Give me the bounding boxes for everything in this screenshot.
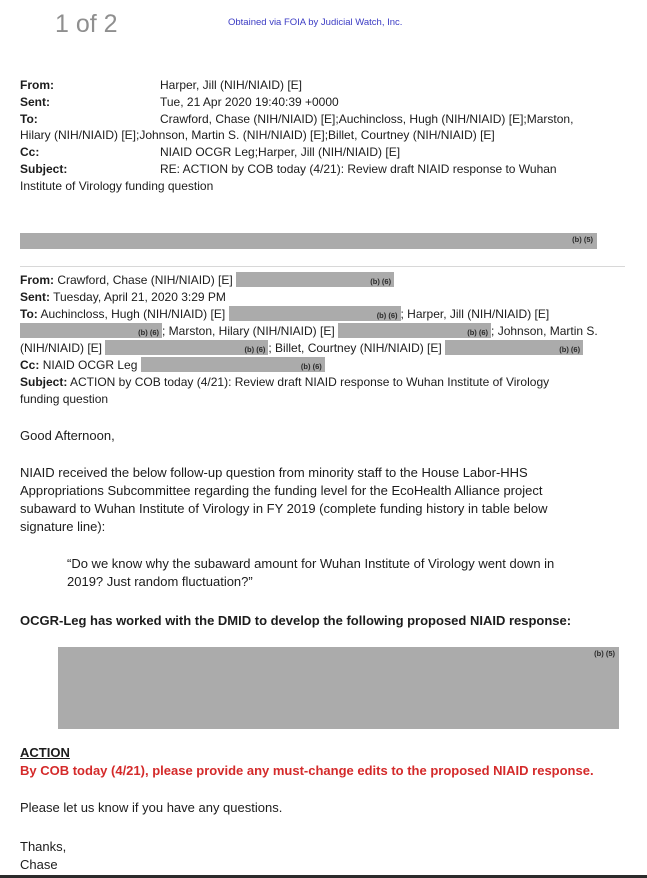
subject-label: Subject: <box>20 162 68 176</box>
redaction-code: (b) (6) <box>467 328 489 337</box>
redaction-code: (b) (5) <box>594 649 615 658</box>
paragraph-line: subaward to Wuhan Institute of Virology in FY 2019 (complete funding history in table below <box>20 501 548 516</box>
redaction-block <box>229 306 401 321</box>
to-label: To: <box>20 307 38 321</box>
to-value-c: ; Marston, Hilary (NIH/NIAID) [E] <box>162 324 335 338</box>
signature: Chase <box>20 857 58 872</box>
to-line-2b <box>20 323 598 340</box>
cc-label: Cc: <box>20 358 40 372</box>
redaction-code: (b) (5) <box>572 235 593 244</box>
sent-label: Sent: <box>20 290 50 304</box>
sent-label: Sent: <box>20 95 50 109</box>
redaction-code: (b) (6) <box>300 362 322 371</box>
paragraph-line: NIAID received the below follow-up question from minority staff to the House Labor-HHS <box>20 465 528 480</box>
questions-line: Please let us know if you have any questions. <box>20 800 283 815</box>
redaction-block <box>20 323 162 338</box>
to-line-2c <box>20 340 583 357</box>
to-value-line2: Hilary (NIH/NIAID) [E];Johnson, Martin S. (NIH/NIAID) [E];Billet, Courtney (NIH/NIAID) [E] <box>20 128 495 142</box>
to-value-f: ; Billet, Courtney (NIH/NIAID) [E] <box>268 341 442 355</box>
to-value-d: ; Johnson, Martin S. <box>491 324 598 338</box>
subject-label: Subject: <box>20 375 68 389</box>
page-indicator: 1 of 2 <box>55 10 118 38</box>
quote-line: “Do we know why the subaward amount for Wuhan Institute of Virology went down in <box>67 556 555 571</box>
subject-value-line2: funding question <box>20 392 109 406</box>
action-text: By COB today (4/21), please provide any must-change edits to the proposed NIAID response. <box>20 763 594 778</box>
sent-value: Tue, 21 Apr 2020 19:40:39 +0000 <box>160 95 339 109</box>
sent-value: Tuesday, April 21, 2020 3:29 PM <box>53 290 226 304</box>
to-value-line1: Crawford, Chase (NIH/NIAID) [E];Auchincloss, Hugh (NIH/NIAID) [E];Marston, <box>160 112 574 126</box>
redaction-block <box>141 357 325 372</box>
redaction-code: (b) (6) <box>376 311 398 320</box>
subject-line-2a <box>20 374 549 391</box>
cc-value: NIAID OCGR Leg <box>42 358 138 372</box>
cc-label: Cc: <box>20 145 40 159</box>
redaction-code: (b) (6) <box>370 277 392 286</box>
from-value: Harper, Jill (NIH/NIAID) [E] <box>160 78 303 92</box>
greeting: Good Afternoon, <box>20 428 115 443</box>
to-value-b: ; Harper, Jill (NIH/NIAID) [E] <box>400 307 550 321</box>
thanks-line: Thanks, <box>20 839 67 854</box>
subject-value-line1: ACTION by COB today (4/21): Review draft NIAID response to Wuhan Institute of Virology <box>70 375 550 389</box>
redaction-block <box>58 647 619 729</box>
from-line-2 <box>20 272 394 289</box>
redaction-block <box>236 272 394 287</box>
sent-line-2 <box>20 289 226 306</box>
redaction-block <box>105 340 268 355</box>
to-value-a: Auchincloss, Hugh (NIH/NIAID) [E] <box>40 307 226 321</box>
separator-line <box>20 266 625 267</box>
cc-value: NIAID OCGR Leg;Harper, Jill (NIH/NIAID) [E] <box>160 145 401 159</box>
redaction-block <box>338 323 491 338</box>
from-label: From: <box>20 78 54 92</box>
to-value-e: (NIH/NIAID) [E] <box>20 341 103 355</box>
cc-line-2 <box>20 357 325 374</box>
paragraph-line: Appropriations Subcommittee regarding the funding level for the EcoHealth Alliance project <box>20 483 543 498</box>
to-label: To: <box>20 112 38 126</box>
subject-value-line2: Institute of Virology funding question <box>20 179 214 193</box>
ocgr-statement: OCGR-Leg has worked with the DMID to develop the following proposed NIAID response: <box>20 613 572 628</box>
from-label: From: <box>20 273 54 287</box>
action-heading: ACTION <box>20 745 70 760</box>
paragraph-line: signature line): <box>20 519 106 534</box>
subject-value-line1: RE: ACTION by COB today (4/21): Review draft NIAID response to Wuhan <box>160 162 557 176</box>
redaction-code: (b) (6) <box>138 328 159 337</box>
to-line-2a <box>20 306 549 323</box>
redaction-code: (b) (6) <box>244 345 266 354</box>
redaction-block <box>445 340 583 355</box>
redaction-block <box>20 233 597 249</box>
redaction-code: (b) (6) <box>559 345 581 354</box>
foia-source-note: Obtained via FOIA by Judicial Watch, Inc. <box>228 17 403 28</box>
quote-line: 2019? Just random fluctuation?” <box>67 574 253 589</box>
from-value: Crawford, Chase (NIH/NIAID) [E] <box>57 273 233 287</box>
